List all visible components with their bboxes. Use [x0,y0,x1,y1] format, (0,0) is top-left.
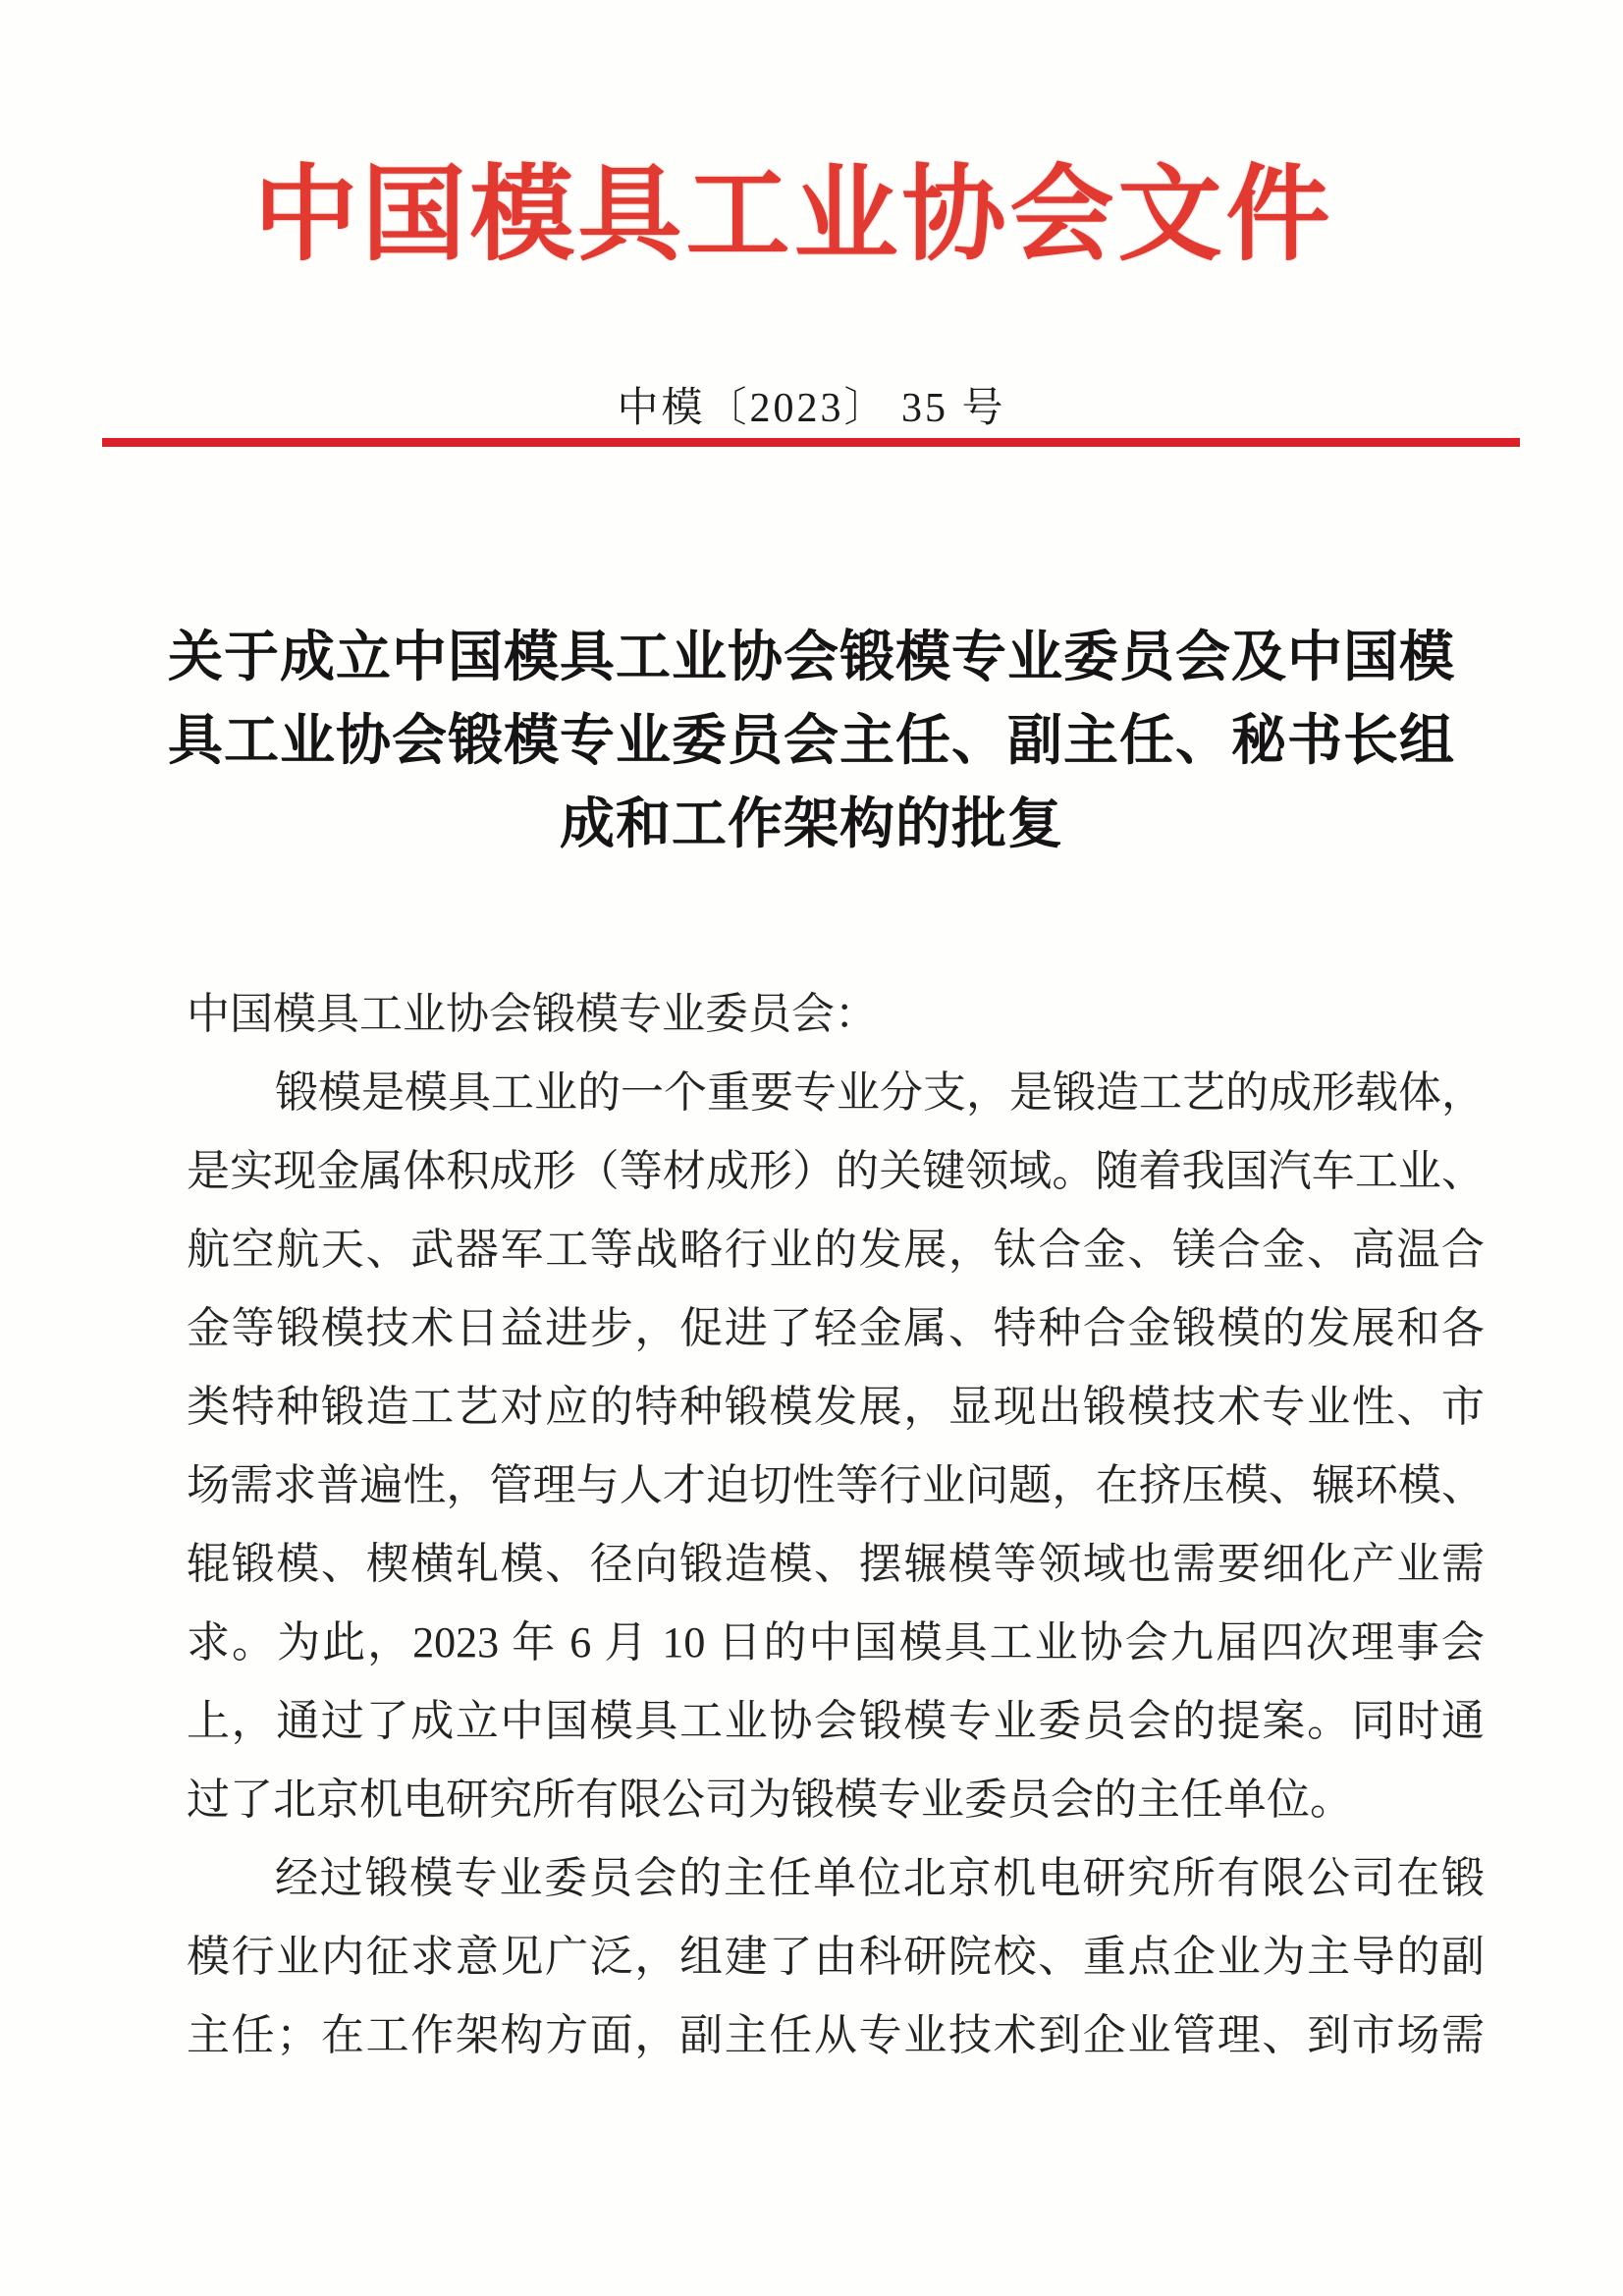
body-line: 主任；在工作架构方面，副主任从专业技术到企业管理、到市场需 [187,2011,1485,2059]
salutation-line: 中国模具工业协会锻模专业委员会： [187,990,878,1038]
body-line: 是实现金属体积成形（等材成形）的关键领域。随着我国汽车工业、 [187,1147,1485,1195]
body-line: 辊锻模、楔横轧模、径向锻造模、摆辗模等领域也需要细化产业需 [187,1540,1485,1588]
doc-number: 中模〔2023〕 35 号 [617,386,1006,431]
document-title-line: 关于成立中国模具工业协会锻模专业委员会及中国模 [168,628,1455,688]
body-line: 经过锻模专业委员会的主任单位北京机电研究所有限公司在锻 [275,1854,1485,1902]
document-title-line: 具工业协会锻模专业委员会主任、副主任、秘书长组 [168,711,1455,772]
body-line: 锻模是模具工业的一个重要专业分支，是锻造工艺的成形载体， [275,1068,1485,1117]
body-line: 过了北京机电研究所有限公司为锻模专业委员会的主任单位。 [187,1776,1353,1824]
document-title-line: 成和工作架构的批复 [560,794,1063,855]
red-divider-line [102,438,1520,447]
body-line: 场需求普遍性，管理与人才迫切性等行业问题，在挤压模、辗环模、 [187,1461,1485,1509]
body-line: 上，通过了成立中国模具工业协会锻模专业委员会的提案。同时通 [187,1697,1485,1745]
document-title [0,617,1623,867]
body-line: 求。为此，2023 年 6 月 10 日的中国模具工业协会九届四次理事会 [187,1618,1485,1667]
agency-header-title: 中国模具工业协会文件 [253,158,1334,273]
body-line: 类特种锻造工艺对应的特种锻模发展，显现出锻模技术专业性、市 [187,1383,1485,1431]
body-line: 金等锻模技术日益进步，促进了轻金属、特种合金锻模的发展和各 [187,1304,1485,1352]
body-line: 航空航天、武器军工等战略行业的发展，钛合金、镁合金、高温合 [187,1226,1485,1274]
paragraph-lines [187,1054,1485,2075]
body-line: 模行业内征求意见广泛，组建了由科研院校、重点企业为主导的副 [187,1933,1485,1981]
document-body [187,975,1485,2075]
